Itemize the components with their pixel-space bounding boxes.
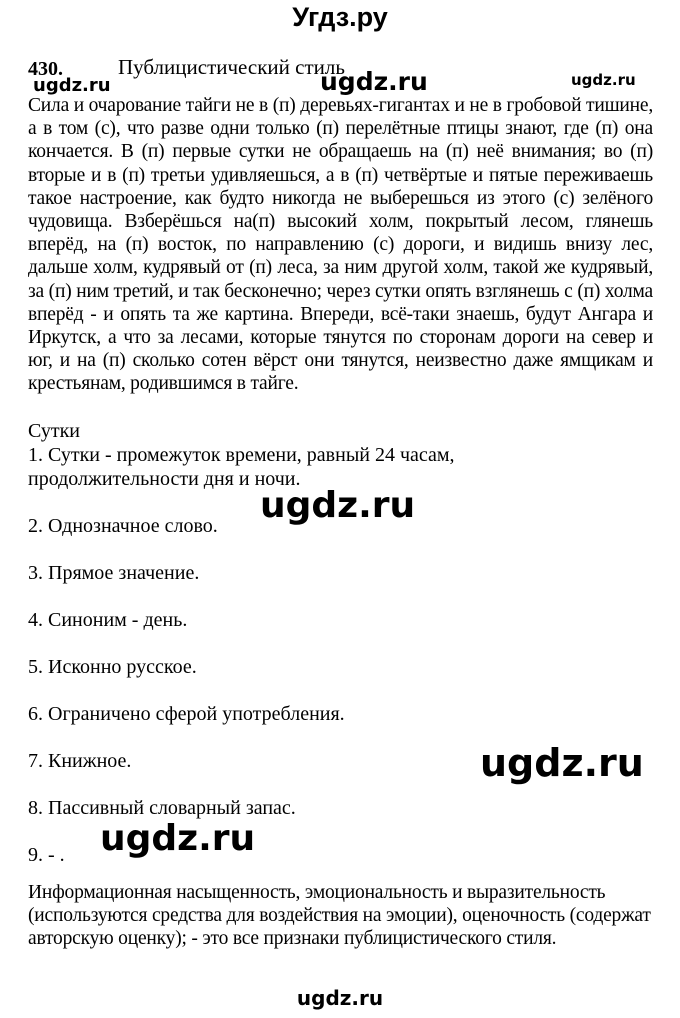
analysis-item-9: 9. - . [28,844,65,866]
watermark-middle: ugdz.ru [260,485,416,526]
watermark-bottom: ugdz.ru [296,986,384,1010]
watermark-top-center: ugdz.ru [320,67,428,96]
watermark-top-left: ugdz.ru [33,75,111,96]
analysis-word: Сутки [28,420,81,442]
exercise-title: Публицистический стиль [118,55,345,79]
analysis-item-5: 5. Исконно русское. [28,656,197,678]
watermark-right-lower: ugdz.ru [480,741,644,785]
analysis-item-4: 4. Синоним - день. [28,609,188,631]
analysis-item-8: 8. Пассивный словарный запас. [28,797,296,819]
site-header-title: Угдз.ру [292,2,388,32]
watermark-top-right: ugdz.ru [571,71,636,89]
analysis-item-7: 7. Книжное. [28,750,132,772]
conclusion-text: Информационная насыщенность, эмоциональность и выразительность (используются средства для воздействия на эмоции), оценочность (содержат авторскую оценку); - это все признаки публицистического стиля. [28,882,651,949]
exercise-number: 430. [28,58,63,80]
watermark-left-lower: ugdz.ru [100,818,256,859]
analysis-item-3: 3. Прямое значение. [28,562,200,584]
passage-text: Сила и очарование тайги не в (п) деревьях-гигантах и не в гробовой тишине, а в том (с), что разве одни только (п) перелётные птицы знают, где (п) она кончается. В (п) первые сутки не обращаешь на (п) неё внимания; во (п) вторые и в (п) третьи удивляешься, а в (п) четвёртые и пятые переживаешь такое настроение, как будто никогда не выберешься из этого (с) зелёного чудовища. Взберёшься на(п) высокий холм, покрытый лесом, глянешь вперёд, на (п) восток, по направлению (с) дороги, и видишь внизу лес, дальше холм, кудрявый от (п) леса, за ним другой холм, такой же кудрявый, за (п) ним третий, и так бесконечно; через сутки опять взглянешь с (п) холма вперёд - и опять та же картина. Впереди, всё-таки знаешь, будут Ангара и Иркутск, а что за лесами, которые тянутся по сторонам дороги на север и юг, и на (п) сколько сотен вёрст они тянутся, неизвестно даже ямщикам и крестьянам, родившимся в тайге. [28,95,653,395]
analysis-item-6: 6. Ограничено сферой употребления. [28,703,345,725]
analysis-item-1: 1. Сутки - промежуток времени, равный 24 часам, продолжительности дня и ночи. [28,444,455,490]
analysis-item-2: 2. Однозначное слово. [28,515,218,537]
